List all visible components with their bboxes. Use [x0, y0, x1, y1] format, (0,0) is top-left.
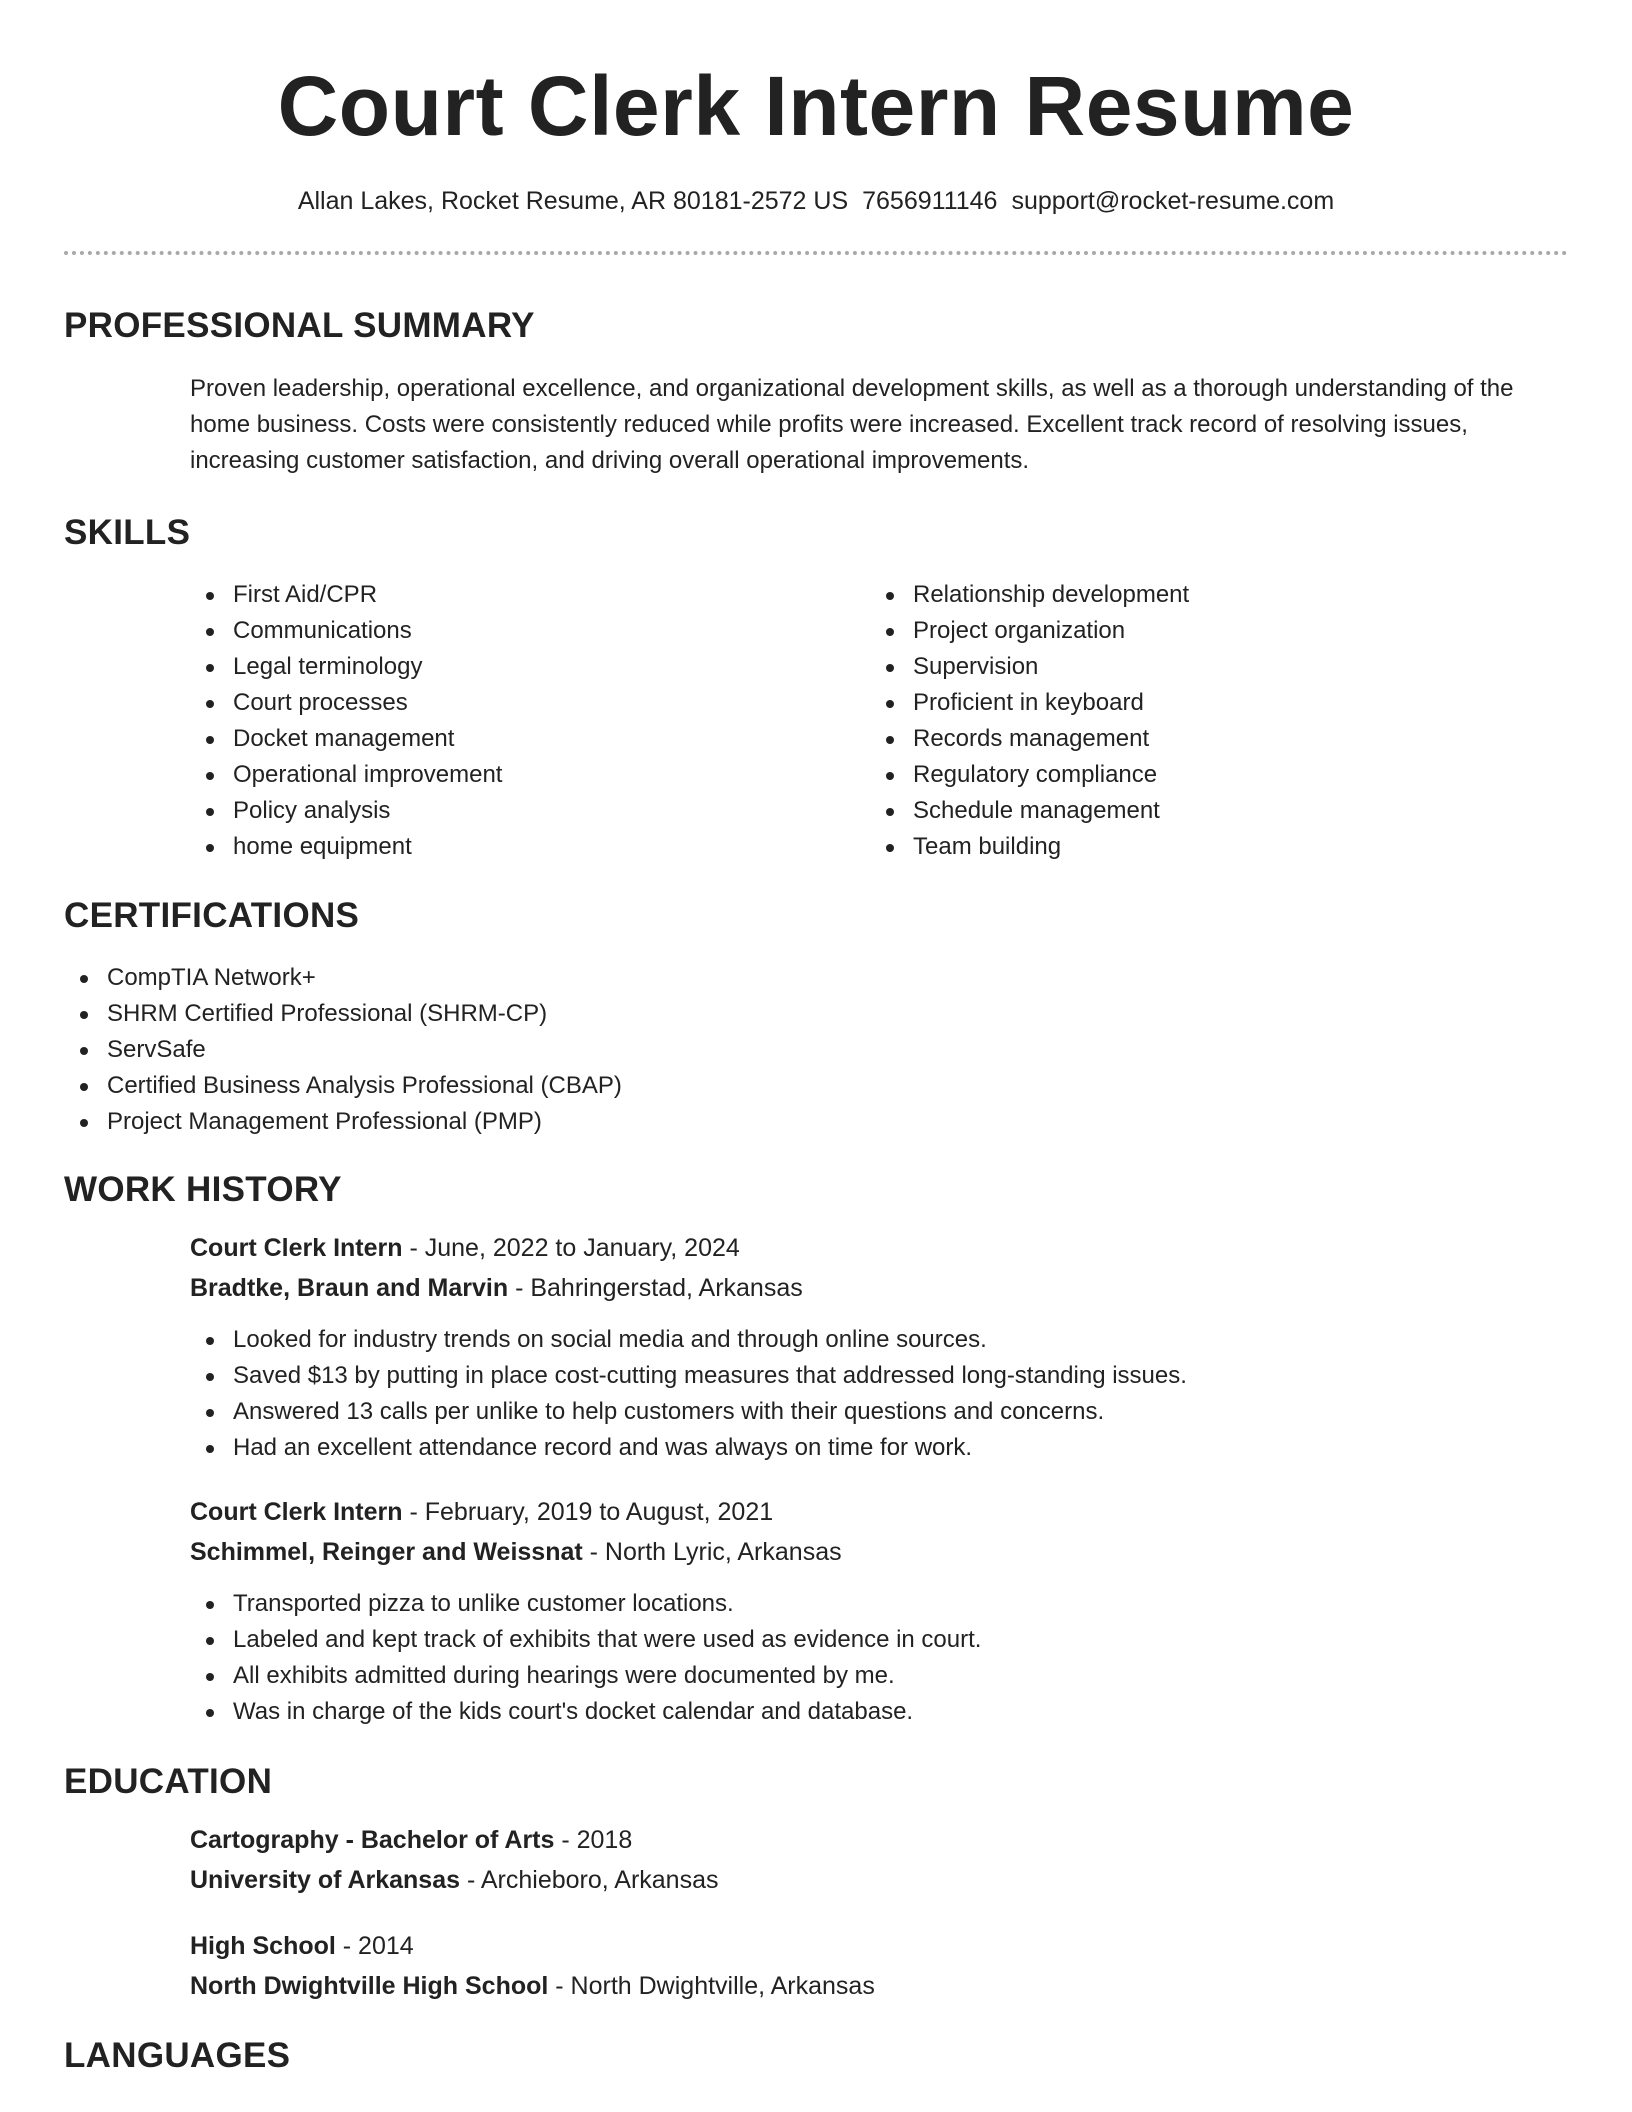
contact-address: Allan Lakes, Rocket Resume, AR 80181-2572 US [297, 187, 849, 215]
job-role: Court Clerk Intern [190, 1234, 403, 1262]
contact-line [64, 184, 1568, 218]
skill-item: Court processes [190, 685, 870, 721]
education-heading: EDUCATION [64, 1762, 273, 1801]
job-entry [190, 1492, 1568, 1730]
languages-heading: LANGUAGES [64, 2036, 291, 2075]
job-bullet: Had an excellent attendance record and was always on time for work. [190, 1430, 1568, 1466]
job-bullet: All exhibits admitted during hearings were documented by me. [190, 1658, 1568, 1694]
education-degree: High School [190, 1932, 336, 1960]
job-bullets [190, 1322, 1568, 1466]
work-history-section [64, 1168, 1568, 1730]
skill-item: Records management [870, 721, 1550, 757]
education-school-line [190, 1860, 1568, 1900]
summary-section [64, 304, 1568, 479]
job-bullet: Looked for industry trends on social media and through online sources. [190, 1322, 1568, 1358]
certification-item: Certified Business Analysis Professional (CBAP) [64, 1068, 1568, 1104]
summary-heading: PROFESSIONAL SUMMARY [64, 306, 535, 345]
job-company-line [190, 1532, 1568, 1572]
skill-item: Operational improvement [190, 757, 870, 793]
skill-item: Communications [190, 613, 870, 649]
education-location: - Archieboro, Arkansas [460, 1866, 719, 1894]
skills-list-right [870, 577, 1550, 865]
languages-section [64, 2034, 1568, 2078]
education-degree-line [190, 1926, 1568, 1966]
education-year: - 2014 [335, 1932, 414, 1960]
education-school-line [190, 1966, 1568, 2006]
job-bullets [190, 1586, 1568, 1730]
header-divider [64, 251, 1568, 255]
skill-item: Proficient in keyboard [870, 685, 1550, 721]
job-location: - Bahringerstad, Arkansas [508, 1274, 803, 1302]
certifications-heading: CERTIFICATIONS [64, 896, 360, 935]
job-title-line [190, 1228, 1568, 1268]
education-entry [190, 1820, 1568, 1900]
education-section [64, 1760, 1568, 2006]
skills-grid [190, 577, 1568, 865]
education-degree-line [190, 1820, 1568, 1860]
job-dates: - February, 2019 to August, 2021 [402, 1498, 774, 1526]
skill-item: home equipment [190, 829, 870, 865]
job-company: Bradtke, Braun and Marvin [190, 1274, 509, 1302]
skill-item: Team building [870, 829, 1550, 865]
job-bullet: Answered 13 calls per unlike to help customers with their questions and concerns. [190, 1394, 1568, 1430]
certification-item: ServSafe [64, 1032, 1568, 1068]
education-degree: Cartography - Bachelor of Arts [190, 1826, 555, 1854]
job-bullet: Labeled and kept track of exhibits that were used as evidence in court. [190, 1622, 1568, 1658]
job-role: Court Clerk Intern [190, 1498, 403, 1526]
job-company: Schimmel, Reinger and Weissnat [190, 1538, 583, 1566]
skill-item: Project organization [870, 613, 1550, 649]
skill-item: Legal terminology [190, 649, 870, 685]
education-school: North Dwightville High School [190, 1972, 549, 2000]
certification-item: CompTIA Network+ [64, 960, 1568, 996]
skills-list-left [190, 577, 870, 865]
job-bullet: Was in charge of the kids court's docket calendar and database. [190, 1694, 1568, 1730]
education-entry [190, 1926, 1568, 2006]
skill-item: Schedule management [870, 793, 1550, 829]
job-location: - North Lyric, Arkansas [582, 1538, 842, 1566]
resume-title: Court Clerk Intern Resume [277, 59, 1355, 153]
skill-item: Relationship development [870, 577, 1550, 613]
work-history-heading: WORK HISTORY [64, 1170, 342, 1209]
certifications-list [64, 960, 1568, 1140]
certifications-section [64, 894, 1568, 1140]
education-school: University of Arkansas [190, 1866, 461, 1894]
contact-email: support@rocket-resume.com [1011, 187, 1335, 215]
job-title-line [190, 1492, 1568, 1532]
job-bullet: Transported pizza to unlike customer locations. [190, 1586, 1568, 1622]
education-location: - North Dwightville, Arkansas [548, 1972, 875, 2000]
job-entry [190, 1228, 1568, 1466]
job-dates: - June, 2022 to January, 2024 [402, 1234, 740, 1262]
skill-item: Docket management [190, 721, 870, 757]
contact-phone: 7656911146 [862, 187, 998, 215]
skill-item: First Aid/CPR [190, 577, 870, 613]
skills-heading: SKILLS [64, 513, 191, 552]
certification-item: SHRM Certified Professional (SHRM-CP) [64, 996, 1568, 1032]
job-bullet: Saved $13 by putting in place cost-cutting measures that addressed long-standing issues. [190, 1358, 1568, 1394]
certification-item: Project Management Professional (PMP) [64, 1104, 1568, 1140]
education-year: - 2018 [554, 1826, 633, 1854]
summary-text: Proven leadership, operational excellence, and organizational development skills, as well as a thorough understanding of the home business. Costs were consistently reduced while profits were increased. Excellent track record of resolving issues, increasing customer satisfaction, and driving overall operational improvements. [190, 375, 1514, 474]
skill-item: Regulatory compliance [870, 757, 1550, 793]
skills-section [64, 511, 1568, 865]
skill-item: Policy analysis [190, 793, 870, 829]
job-company-line [190, 1268, 1568, 1308]
skill-item: Supervision [870, 649, 1550, 685]
